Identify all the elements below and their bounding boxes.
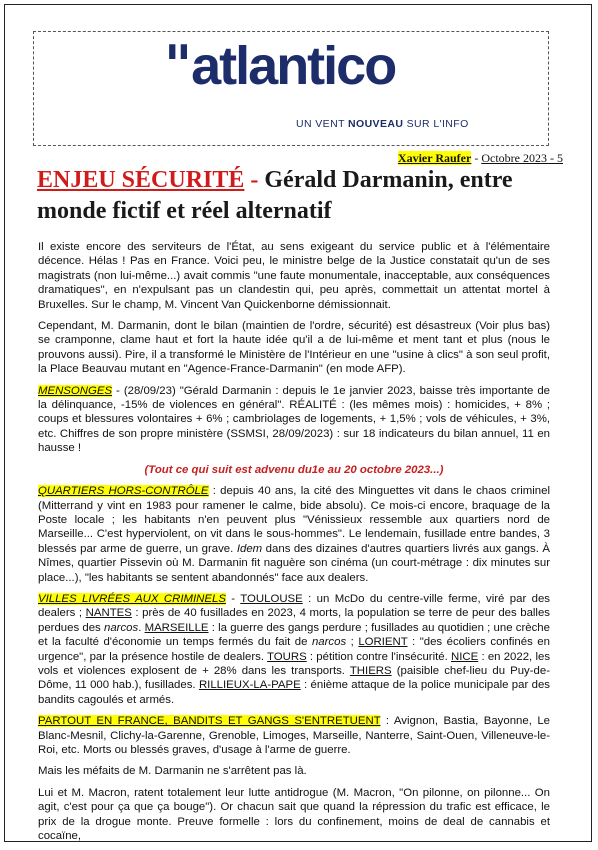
partout-text: : Avignon, Bastia, Bayonne, Le Blanc-Mesnil, Clichy-la-Garenne, Grenoble, Limoges, Marseille, Nanterre, Saint-Ouen, Villeneuve-le-Roi, etc. Morts ou blessés graves, d'usage à l'arme de guerre. bbox=[38, 715, 550, 756]
villes-text-2: : près de 40 fusillades en 2023, 4 morts, la population se terre de peur des balles perdues des bbox=[38, 607, 550, 634]
byline-separator: - bbox=[471, 151, 482, 165]
villes-text-3: . bbox=[138, 621, 145, 634]
city-nice: NICE bbox=[451, 650, 479, 663]
title-dash: - bbox=[244, 167, 265, 193]
city-thiers: THIERS bbox=[349, 664, 392, 677]
byline-date: Octobre 2023 - 5 bbox=[481, 151, 563, 165]
tagline-start: UN VENT bbox=[296, 118, 349, 130]
villes-text-7: : pétition contre l'insécurité. bbox=[306, 650, 451, 663]
villes-text-5: ; bbox=[346, 636, 359, 649]
article-body bbox=[38, 240, 550, 842]
city-toulouse: TOULOUSE bbox=[240, 592, 303, 605]
villes-text-6: : "des écoliers confinés en urgence", par la présence hostile de dealers. bbox=[38, 636, 550, 663]
section-label-villes: VILLES LIVRÉES AUX CRIMINELS bbox=[38, 592, 226, 605]
city-rillieux: RILLIEUX-LA-PAPE bbox=[198, 679, 301, 692]
narcos-word: narcos bbox=[311, 636, 347, 649]
article-title bbox=[37, 165, 557, 227]
paragraph-villes bbox=[38, 592, 550, 707]
mensonges-text: - (28/09/23) "Gérald Darmanin : depuis le 1e janvier 2023, baisse très importante de la délinquance, -15% de violences en général". RÉALITÉ : (les mêmes mois) : homicides, + 8% ; coups et blessures volontaires + 6% ; cambriolages de logements, + 1,5% ; vols de véhicules, + 3%, etc. Chiffres de son propre ministère (SSMSI, 28/09/2023) : sur 18 indicateurs du bilan annuel, 11 en hausse ! bbox=[38, 384, 550, 455]
paragraph-quartiers bbox=[38, 484, 550, 585]
byline bbox=[398, 151, 563, 166]
quartiers-text-a: : depuis 40 ans, la cité des Minguettes vit dans le chaos criminel (Mitterrand y vint en 1983 pour ramener le calme, bide absolu). Ce mois-ci encore, braquage de la Poste locale ; les habitants n'en peuvent plus "Vénissieux ressemble aux quartiers nord de Marseille... C'est hyperviolent, on vit dans le sous-hommes". Le lendemain, fusillade entre bandes, 3 blessés par arme de guerre, un grave. bbox=[38, 485, 550, 555]
quartiers-text-b: dans des dizaines d'autres quartiers livrés aux gangs. À Nîmes, quartier Pissevin où M. Darmanin fit naguère son cinéma (un court-métrage : dix minutes sur place...), "les habitants se sentent abandonnés" face aux dealers. bbox=[38, 542, 550, 584]
paragraph-mefaits: Mais les méfaits de M. Darmanin ne s'arrêtent pas là. bbox=[38, 765, 307, 778]
date-range-note: (Tout ce qui suit est advenu du1e au 20 octobre 2023...) bbox=[144, 463, 444, 476]
atlantico-logo[interactable] bbox=[164, 33, 396, 97]
author-name: Xavier Raufer bbox=[397, 151, 472, 165]
tagline-end: SUR L'INFO bbox=[403, 118, 469, 130]
logo-tagline bbox=[296, 118, 469, 130]
title-main: Gérald Darmanin, entre monde fictif et réel alternatif bbox=[37, 167, 513, 224]
villes-text-1: : un McDo du centre-ville ferme, viré par des dealers ; bbox=[38, 592, 550, 620]
paragraph-partout bbox=[38, 714, 550, 757]
paragraph-drogue: Lui et M. Macron, ratent totalement leur lutte antidrogue (M. Macron, "On pilonne, on pilonne... On agit, c'est pour ça que ça bouge"). Or chacun sait que quand la répression du trafic est efficace, le prix de la drogue monte. Preuve formelle : lors du confinement, moins de deal de cannabis et cocaïne, bbox=[38, 786, 550, 842]
villes-text-10: : énième attaque de la police municipale par des bandits cagoulés et armés. bbox=[38, 679, 550, 706]
quartiers-idem: Idem bbox=[236, 542, 263, 555]
city-lorient: LORIENT bbox=[358, 636, 408, 649]
document-page bbox=[4, 4, 592, 842]
title-kicker: ENJEU SÉCURITÉ bbox=[37, 167, 245, 193]
section-label-partout: PARTOUT EN FRANCE, BANDITS ET GANGS S'ENTRETUENT bbox=[38, 715, 381, 728]
section-label-mensonges: MENSONGES bbox=[38, 384, 113, 397]
city-nantes: NANTES bbox=[85, 607, 132, 620]
city-marseille: MARSEILLE bbox=[144, 621, 209, 634]
villes-dash: - bbox=[225, 592, 241, 605]
paragraph-darmanin: Cependant, M. Darmanin, dont le bilan (maintien de l'ordre, sécurité) est désastreux (Voir plus bas) se cramponne, clame haut et fort la haute idée qu'il a de lui-même et ment tant et plus (nous le prouvons aussi). Pire, il a transformé le Ministère de l'Intérieur en une "usine à clics" à son seul profit, la Place Beauvau mutant en "Agence-France-Darmanin" (en mode AFP). bbox=[38, 320, 550, 376]
narcos-word: narcos bbox=[103, 621, 139, 634]
paragraph-mensonges bbox=[38, 384, 550, 456]
paragraph-intro: Il existe encore des serviteurs de l'État, au sens exigeant du service public et à l'élémentaire décence. Hélas ! Pas en France. Voici peu, le ministre belge de la Justice constatait qu'un de ses magistrats (non lui-même...) avait commis "une faute monumentale, inacceptable, aux conséquences dramatiques", en n'expulsant pas un clandestin qui, peu après, commettait un attentat mortel à Bruxelles. Sur le champ, M. Vincent Van Quickenborne démissionnait. bbox=[38, 241, 550, 311]
section-label-quartiers: QUARTIERS HORS-CONTRÔLE bbox=[38, 485, 209, 498]
tagline-bold: NOUVEAU bbox=[348, 118, 404, 130]
logo-quote-mark: " bbox=[164, 33, 191, 97]
villes-text-4: : la guerre des gangs perdure ; fusillades au quotidien ; une crèche et la faculté d'économie un temps fermés du fait de bbox=[38, 621, 550, 649]
logo-wordmark: atlantico bbox=[191, 36, 396, 96]
logo-frame bbox=[33, 31, 549, 146]
villes-text-8: : en 2022, les vols et violences explosent de + 28% dans les transports. bbox=[38, 650, 551, 677]
villes-text-9: (paisible chef-lieu du Puy-de-Dôme, 11 000 hab.), fusillades. bbox=[38, 664, 550, 692]
city-tours: TOURS bbox=[267, 650, 307, 663]
